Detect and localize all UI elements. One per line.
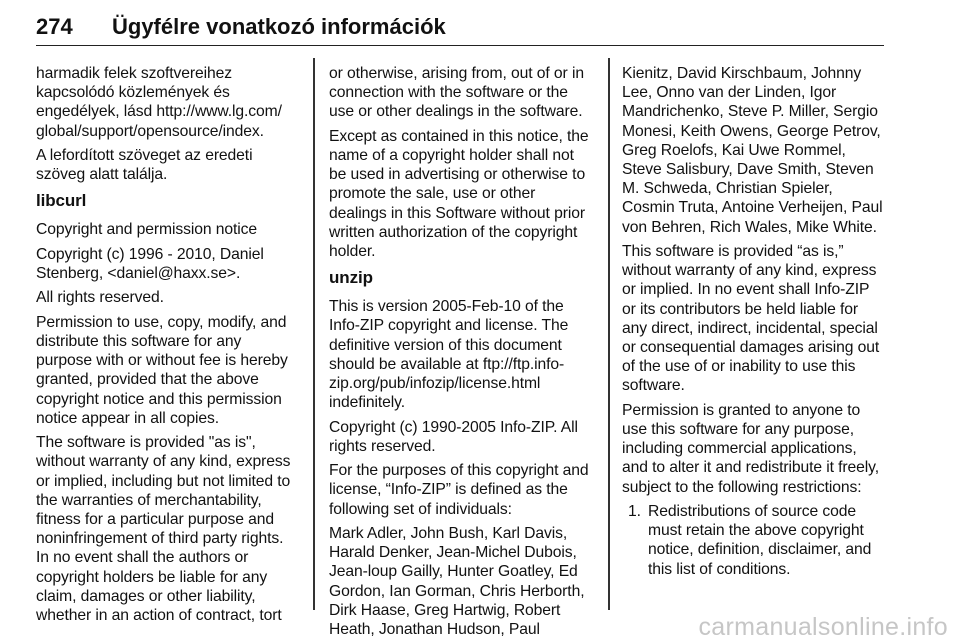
paragraph: or otherwise, arising from, out of or in connection with the software or the use or other dealings in the software. (329, 65, 584, 121)
paragraph: The software is provided "as is", without warranty of any kind, express or implied, including but not limited to the warranties of merchantability, fitness for a particular purpose and noninfringement of third party rights. In no event shall the authors or copyright holders be liable for any claim, damages or other liability, whether in an action of contract, tort (36, 434, 291, 625)
section-heading-libcurl: libcurl (36, 191, 87, 211)
watermark: carmanualsonline.info (698, 613, 948, 641)
text-column-3 (622, 64, 886, 579)
paragraph: Mark Adler, John Bush, Karl Davis, Harald Denker, Jean-Michel Dubois, Jean-loup Gailly, Hunter Goatley, Ed Gordon, Ian Gorman, Chris Herborth, Dirk Haase, Greg Hartwig, Robert Heath, Jonathan Hudson, Paul (329, 525, 585, 639)
paragraph: A lefordított szöveget az eredeti szöveg alatt találja. (36, 147, 253, 184)
text-column-1 (36, 64, 300, 630)
page-number: 274 (36, 14, 73, 39)
paragraph: Copyright (c) 1990-2005 Info-ZIP. All rights reserved. (329, 418, 578, 455)
text-column-2 (329, 64, 593, 644)
paragraph: Copyright (c) 1996 - 2010, Daniel Stenberg, <daniel@haxx.se>. (36, 245, 264, 282)
restrictions-list (622, 502, 886, 579)
paragraph: This is version 2005-Feb-10 of the Info-ZIP copyright and license. The definitive version of this document should be available at ftp://ftp.info-zip.org/pub/infozip/license.html indefinitely. (329, 298, 569, 412)
list-item-text: Redistributions of source code must retain the above copyright notice, definition, disclaimer, and this list of conditions. (648, 503, 872, 578)
paragraph: For the purposes of this copyright and license, “Info-ZIP” is defined as the following set of individuals: (329, 462, 589, 518)
paragraph: Permission to use, copy, modify, and distribute this software for any purpose with or without fee is hereby granted, provided that the above copyright notice and this permission notice appear in all copies. (36, 313, 288, 427)
list-item (622, 502, 886, 579)
paragraph: This software is provided “as is,” without warranty of any kind, express or implied. In no event shall Info-ZIP or its contributors be held liable for any direct, indirect, incidental, special or consequential damages arising out of the use of or inability to use this software. (622, 243, 880, 395)
section-heading-unzip: unzip (329, 268, 373, 288)
paragraph: Permission is granted to anyone to use this software for any purpose, including commercial applications, and to alter it and redistribute it freely, subject to the following restrictions: (622, 401, 880, 496)
column-divider-right (608, 58, 610, 610)
page-title: Ügyfélre vonatkozó információk (112, 14, 446, 39)
paragraph: Except as contained in this notice, the name of a copyright holder shall not be used in advertising or otherwise to promote the sale, use or other dealings in this Software without prior written authorization of the copyright holder. (329, 127, 589, 261)
column-divider-left (313, 58, 315, 610)
paragraph: harmadik felek szoftvereihez kapcsolódó közlemények és engedélyek, lásd http://www.lg.com/ global/support/opensource/index. (36, 65, 282, 140)
paragraph: Copyright and permission notice (36, 221, 257, 239)
list-item-number: 1. (628, 503, 641, 521)
page-header (36, 6, 884, 46)
paragraph: All rights reserved. (36, 289, 164, 307)
paragraph: Kienitz, David Kirschbaum, Johnny Lee, Onno van der Linden, Igor Mandrichenko, Steve P. Miller, Sergio Monesi, Keith Owens, George Petrov, Greg Roelofs, Kai Uwe Rommel, Steve Salisbury, Dave Smith, Steven M. Schweda, Christian Spieler, Cosmin Truta, Antoine Verheijen, Paul von Behren, Rich Wales, Mike White. (622, 65, 883, 236)
